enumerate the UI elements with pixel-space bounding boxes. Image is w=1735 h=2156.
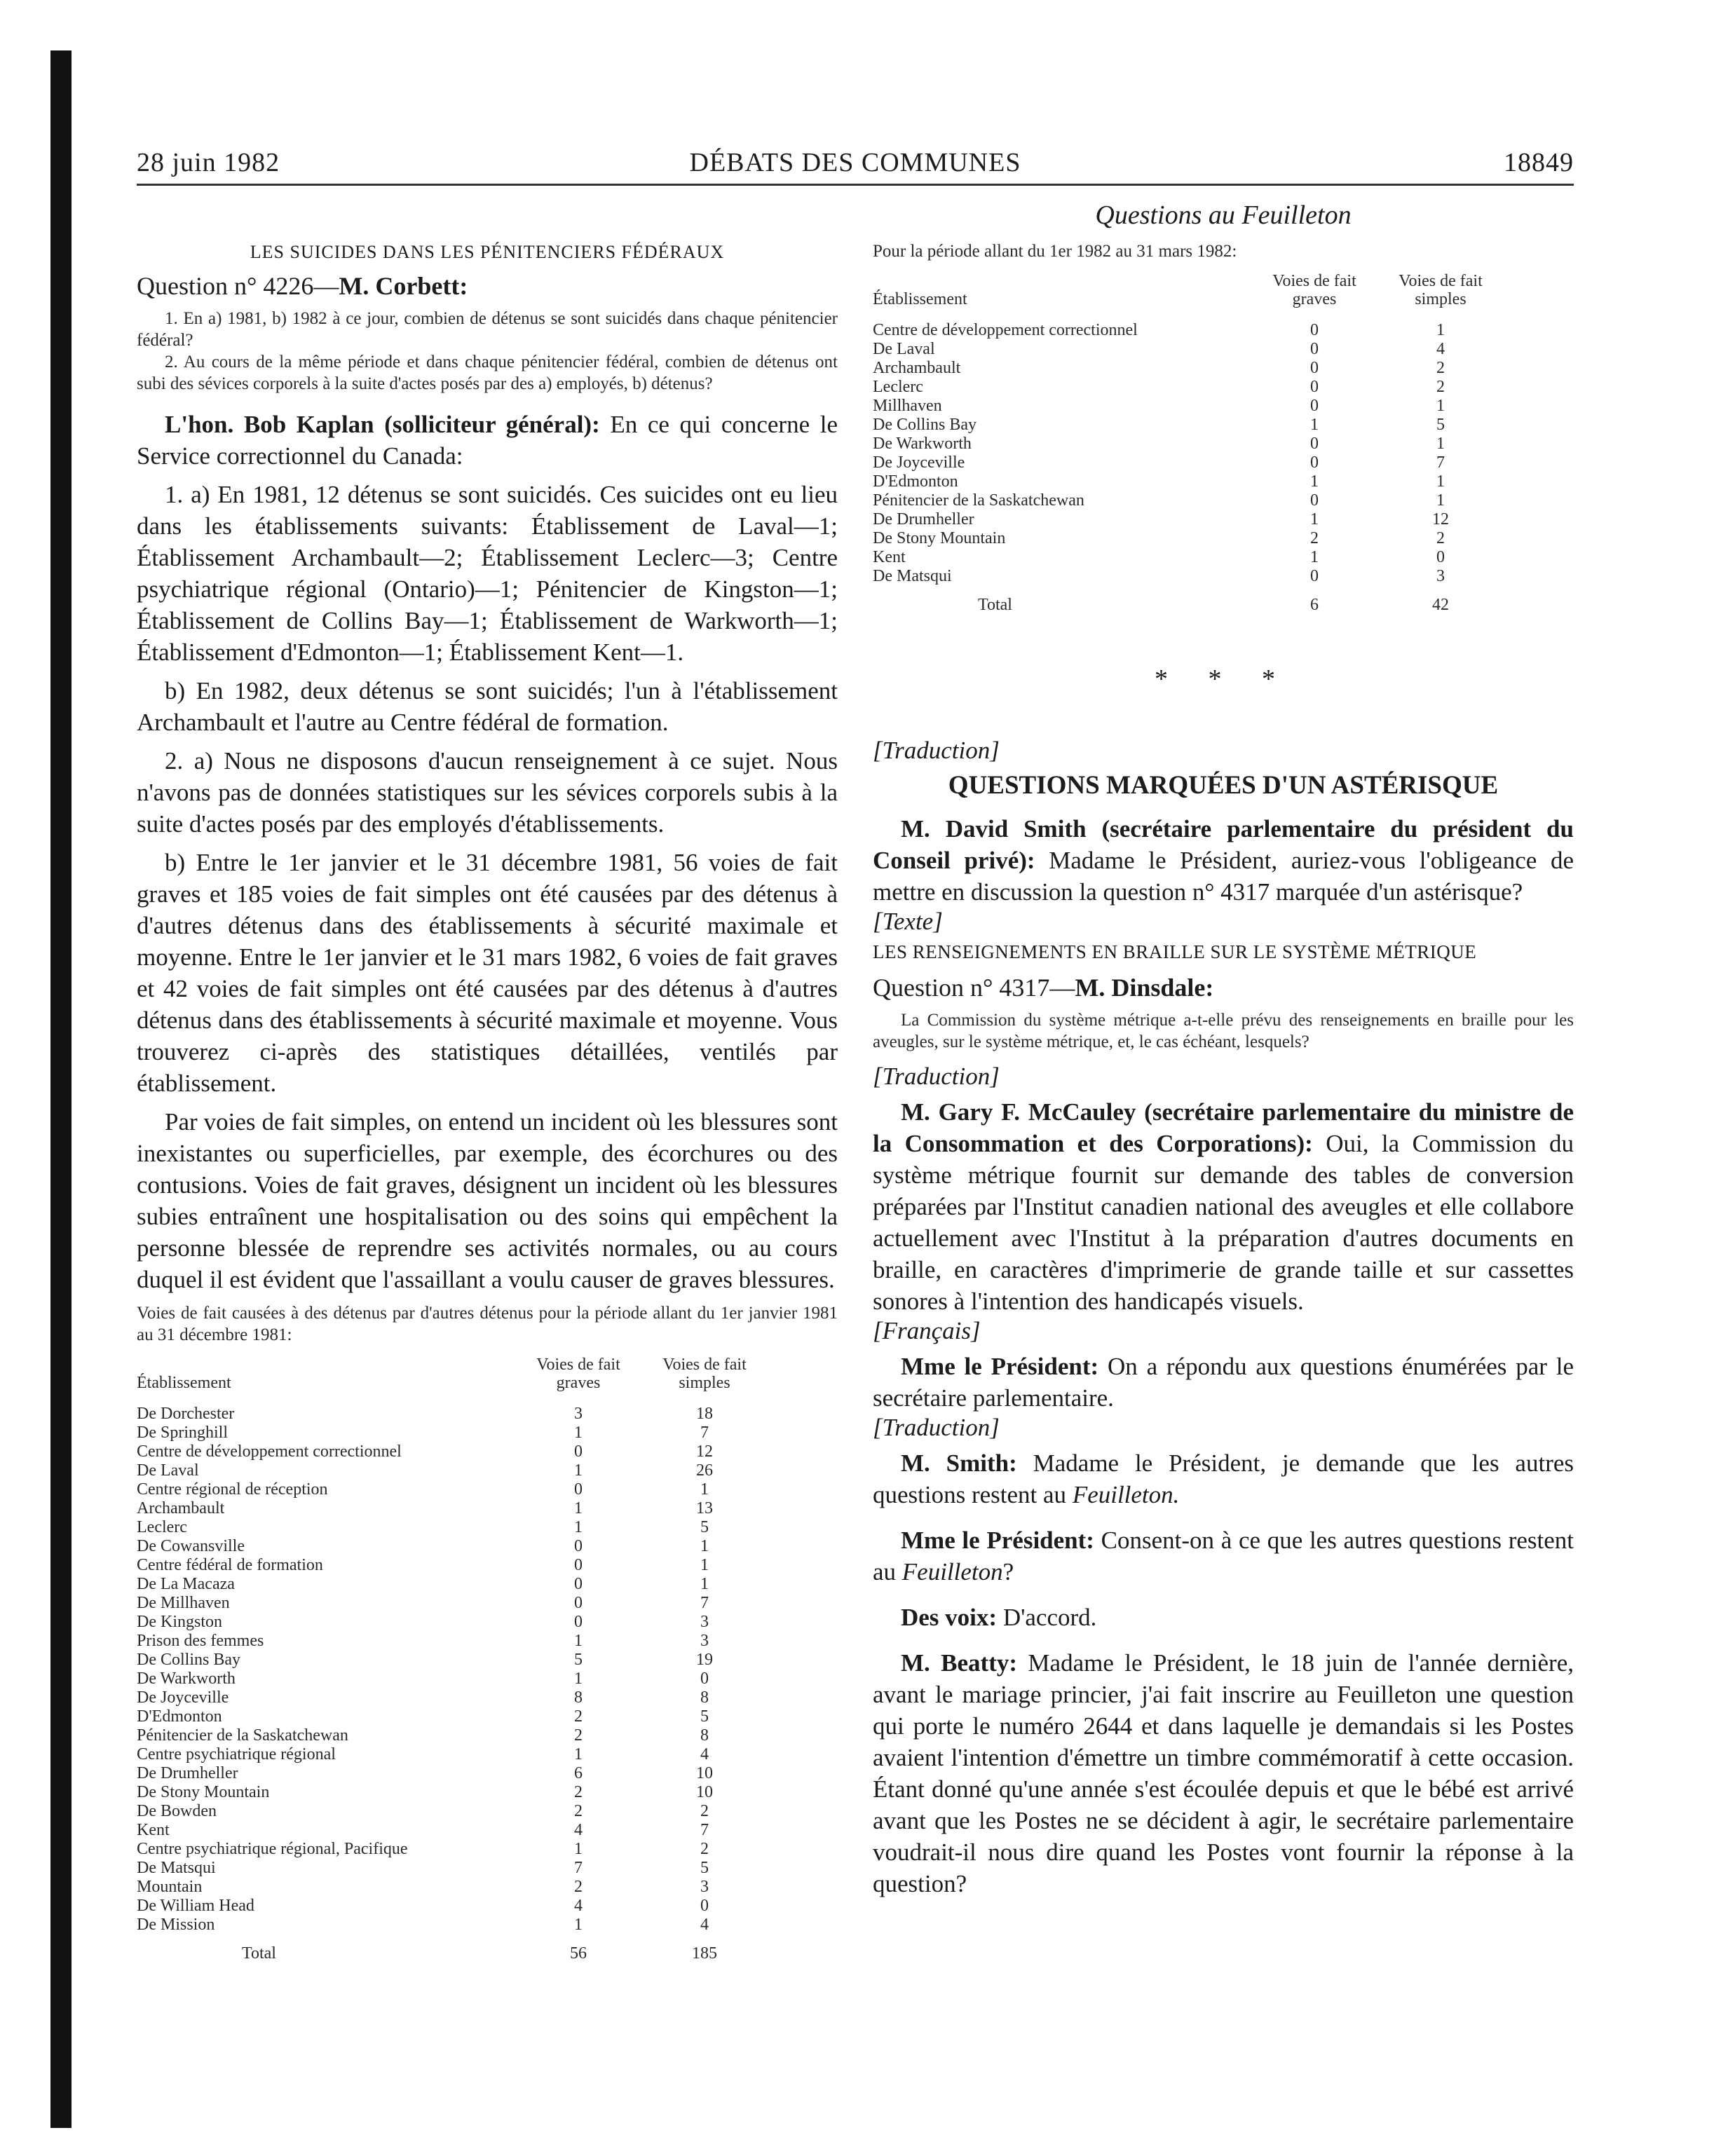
- cell-establishment: De Stony Mountain: [873, 529, 1006, 547]
- cell-establishment: De Laval: [873, 340, 935, 358]
- table-row: [137, 1840, 768, 1859]
- question-author: M. Dinsdale:: [1075, 974, 1214, 1002]
- cell-establishment: De Millhaven: [137, 1594, 230, 1612]
- table-row: [137, 1764, 768, 1783]
- table-row: [873, 529, 1504, 548]
- cell-establishment: Millhaven: [873, 397, 942, 415]
- cell-establishment: De Springhill: [137, 1424, 228, 1442]
- answer-paragraph: Par voies de fait simples, on entend un incident où les blessures sont inexistantes ou superficielles, par exemple, des écorchures ou des contusions. Voies de fait graves, désignent un incident où les blessures subies entraînent une hospitalisation ou des soins qui empêchent la personne blessée de reprendre ses activités normales, ou au cours duquel il est évident que l'assaillant a voulu causer de graves blessures.: [137, 1108, 838, 1293]
- cell-establishment: D'Edmonton: [137, 1707, 222, 1726]
- cell-establishment: De Warkworth: [137, 1670, 236, 1688]
- table-row: [137, 1745, 768, 1764]
- table-row: [137, 1726, 768, 1745]
- cell-graves: 2: [574, 1726, 583, 1745]
- table-row: [137, 1783, 768, 1802]
- cell-establishment: De Cowansville: [137, 1537, 245, 1555]
- cell-establishment: Kent: [137, 1821, 170, 1839]
- cell-simples: 3: [700, 1632, 709, 1650]
- col-header-simples: Voies de fait simples: [662, 1356, 747, 1392]
- cell-simples: 4: [700, 1916, 709, 1934]
- assault-table-1982: [873, 272, 1504, 615]
- table-row: [137, 1878, 768, 1897]
- cell-establishment: De Laval: [137, 1461, 199, 1480]
- speech-paragraph: M. David Smith (secrétaire parlementaire du président du Conseil privé): Madame le Président, auriez-vous l'obligeance de mettre en discussion la question n° 4317 marquée d'un astérisque?: [873, 815, 1574, 906]
- table-row: [873, 416, 1504, 435]
- cell-graves: 1: [574, 1670, 583, 1688]
- cell-establishment: Leclerc: [873, 378, 923, 396]
- speaker-name: Des voix:: [901, 1604, 998, 1631]
- table-row: [873, 435, 1504, 453]
- cell-establishment: Pénitencier de la Saskatchewan: [873, 491, 1084, 510]
- table-row: [137, 1442, 768, 1461]
- cell-simples: 2: [1436, 359, 1445, 377]
- question-part-1: 1. En a) 1981, b) 1982 à ce jour, combien de détenus se sont suicidés dans chaque pénitencier fédéral?: [137, 309, 838, 350]
- table-row: [873, 397, 1504, 416]
- cell-simples: 1: [700, 1537, 709, 1555]
- cell-simples: 3: [700, 1878, 709, 1896]
- cell-establishment: De Drumheller: [137, 1764, 238, 1782]
- question-line: [873, 973, 1574, 1002]
- cell-establishment: De Bowden: [137, 1802, 217, 1820]
- cell-simples: 2: [1436, 529, 1445, 547]
- question-line: [137, 271, 838, 301]
- cell-establishment: De William Head: [137, 1897, 254, 1915]
- cell-establishment: Centre psychiatrique régional, Pacifique: [137, 1840, 408, 1858]
- rubric-label: [Texte]: [873, 908, 943, 935]
- cell-graves: 5: [574, 1651, 583, 1669]
- table-row: [137, 1405, 768, 1424]
- rubric-label: [Traduction]: [873, 737, 1000, 764]
- cell-graves: 7: [574, 1859, 583, 1877]
- table-row: [137, 1651, 768, 1670]
- header-title: DÉBATS DES COMMUNES: [689, 148, 1021, 177]
- speech-paragraph: Mme le Président: On a répondu aux questions énumérées par le secrétaire parlementaire.: [873, 1353, 1574, 1412]
- speaker-name: Mme le Président:: [901, 1527, 1094, 1554]
- cell-graves: 0: [574, 1442, 583, 1461]
- cell-simples: 0: [1436, 548, 1445, 566]
- cell-graves: 0: [1310, 397, 1319, 415]
- cell-simples: 13: [696, 1499, 713, 1517]
- speech-paragraph: M. Gary F. McCauley (secrétaire parlementaire du ministre de la Consommation et des Corporations): Oui, la Commission du système métrique fournit sur demande des tables de conversion préparées par l'Institut canadien national des aveugles et elle collabore actuellement avec l'Institut à la préparation d'autres documents en braille, en caractères d'imprimerie de grande taille et sur cassettes sonores à l'intention des handicapés visuels.: [873, 1098, 1574, 1315]
- rubric-label: [Français]: [873, 1317, 981, 1344]
- cell-graves: 0: [574, 1575, 583, 1593]
- cell-graves: 0: [1310, 359, 1319, 377]
- scan-edge-bar: [50, 50, 72, 2128]
- cell-establishment: Leclerc: [137, 1518, 187, 1536]
- cell-establishment: De Collins Bay: [137, 1651, 240, 1669]
- cell-establishment: De Warkworth: [873, 435, 972, 453]
- cell-graves: 0: [574, 1480, 583, 1499]
- cell-graves: 1: [574, 1745, 583, 1763]
- cell-simples: 8: [700, 1688, 709, 1707]
- table-row: [137, 1594, 768, 1613]
- cell-simples: 2: [700, 1802, 709, 1820]
- cell-graves: 3: [574, 1405, 583, 1423]
- col-header-graves: Voies de fait graves: [536, 1356, 620, 1392]
- cell-establishment: Centre régional de réception: [137, 1480, 328, 1499]
- section-title: LES SUICIDES DANS LES PÉNITENCIERS FÉDÉRAUX: [250, 242, 725, 262]
- cell-simples: 4: [700, 1745, 709, 1763]
- total-label: Total: [978, 596, 1012, 614]
- cell-graves: 1: [574, 1424, 583, 1442]
- table-row: [137, 1499, 768, 1518]
- table-row: [137, 1537, 768, 1556]
- total-simples: 185: [692, 1944, 717, 1963]
- cell-simples: 0: [700, 1897, 709, 1915]
- cell-establishment: De La Macaza: [137, 1575, 235, 1593]
- speaker-name: M. Smith:: [901, 1449, 1017, 1477]
- cell-simples: 19: [696, 1651, 713, 1669]
- cell-simples: 5: [700, 1707, 709, 1726]
- speaker-name: M. Beatty:: [901, 1649, 1018, 1677]
- total-simples: 42: [1432, 596, 1449, 614]
- cell-simples: 18: [696, 1405, 713, 1423]
- col-header-graves: Voies de fait graves: [1272, 272, 1356, 308]
- cell-simples: 1: [1436, 435, 1445, 453]
- cell-establishment: D'Edmonton: [873, 472, 958, 491]
- table-row: [137, 1575, 768, 1594]
- question-number: Question n° 4317—: [873, 974, 1075, 1002]
- cell-simples: 3: [700, 1613, 709, 1631]
- cell-simples: 0: [700, 1670, 709, 1688]
- table-row: [137, 1518, 768, 1537]
- cell-establishment: De Collins Bay: [873, 416, 977, 434]
- page-header: [137, 147, 1574, 186]
- cell-graves: 1: [574, 1461, 583, 1480]
- rubric-label: [Traduction]: [873, 1063, 1000, 1090]
- table-row: [873, 340, 1504, 359]
- cell-simples: 2: [700, 1840, 709, 1858]
- speaker-name: M. David Smith (secrétaire parlementaire du président du Conseil privé):: [873, 815, 1574, 874]
- table-row: [873, 567, 1504, 586]
- cell-graves: 0: [1310, 491, 1319, 510]
- cell-establishment: De Dorchester: [137, 1405, 235, 1423]
- cell-simples: 3: [1436, 567, 1445, 585]
- total-graves: 56: [570, 1944, 587, 1963]
- speaker-name: L'hon. Bob Kaplan (solliciteur général):: [165, 411, 600, 438]
- col-header-name: Établissement: [873, 290, 967, 308]
- cell-graves: 6: [574, 1764, 583, 1782]
- cell-simples: 7: [1436, 453, 1445, 472]
- cell-establishment: Kent: [873, 548, 906, 566]
- cell-graves: 0: [1310, 435, 1319, 453]
- speech-paragraph: Des voix: D'accord.: [901, 1604, 1097, 1631]
- table-row: [137, 1707, 768, 1726]
- table-row: [137, 1480, 768, 1499]
- cell-establishment: Centre de développement correctionnel: [873, 321, 1138, 339]
- cell-simples: 26: [696, 1461, 713, 1480]
- cell-simples: 5: [1436, 416, 1445, 434]
- cell-graves: 1: [1310, 510, 1319, 528]
- cell-simples: 8: [700, 1726, 709, 1745]
- cell-graves: 1: [574, 1632, 583, 1650]
- cell-establishment: De Mission: [137, 1916, 215, 1934]
- cell-graves: 0: [1310, 340, 1319, 358]
- assault-table-1981: [137, 1356, 768, 1963]
- section-separator: * * *: [1155, 664, 1292, 694]
- col-header-name: Établissement: [137, 1374, 231, 1392]
- cell-graves: 1: [574, 1518, 583, 1536]
- cell-establishment: De Joyceville: [137, 1688, 229, 1707]
- table-caption: Voies de fait causées à des détenus par d'autres détenus pour la période allant du 1er janvier 1981 au 31 décembre 1981:: [137, 1304, 838, 1344]
- speaker-name: Mme le Président:: [901, 1353, 1099, 1380]
- cell-graves: 0: [1310, 378, 1319, 396]
- col-header-simples: Voies de fait simples: [1399, 272, 1483, 308]
- cell-establishment: Mountain: [137, 1878, 203, 1896]
- cell-establishment: Pénitencier de la Saskatchewan: [137, 1726, 348, 1745]
- table-caption: Pour la période allant du 1er 1982 au 31 mars 1982:: [873, 242, 1237, 261]
- cell-simples: 1: [700, 1556, 709, 1574]
- question-part-2: 2. Au cours de la même période et dans chaque pénitencier fédéral, combien de détenus ont subi des sévices corporels à la suite d'actes posés par des a) employés, b) détenus?: [137, 353, 838, 393]
- speech-paragraph: M. Smith: Madame le Président, je demande que les autres questions restent au Feuilleton.: [873, 1449, 1574, 1508]
- cell-establishment: Centre fédéral de formation: [137, 1556, 323, 1574]
- left-column: [137, 200, 838, 1963]
- table-row: [873, 453, 1504, 472]
- cell-graves: 0: [574, 1594, 583, 1612]
- question-author: M. Corbett:: [339, 272, 468, 300]
- table-row: [137, 1632, 768, 1651]
- cell-graves: 2: [574, 1707, 583, 1726]
- cell-graves: 1: [1310, 472, 1319, 491]
- cell-graves: 1: [1310, 548, 1319, 566]
- answer-paragraph: 2. a) Nous ne disposons d'aucun renseignement à ce sujet. Nous n'avons pas de données statistiques sur les sévices corporels subis à la suite d'actes posés par des employés d'établissements.: [137, 747, 838, 838]
- table-row: [873, 321, 1504, 340]
- total-label: Total: [242, 1944, 276, 1963]
- cell-establishment: De Stony Mountain: [137, 1783, 270, 1801]
- answer-intro: L'hon. Bob Kaplan (solliciteur général): En ce qui concerne le Service correctionnel du Canada:: [137, 411, 838, 470]
- answer-paragraph: b) En 1982, deux détenus se sont suicidés; l'un à l'établissement Archambault et l'autre au Centre fédéral de formation.: [137, 677, 838, 736]
- cell-establishment: De Kingston: [137, 1613, 222, 1631]
- question-text: La Commission du système métrique a-t-elle prévu des renseignements en braille pour les aveugles, sur le système métrique, et, le cas échéant, lesquels?: [873, 1011, 1574, 1051]
- cell-graves: 2: [574, 1802, 583, 1820]
- cell-graves: 4: [574, 1821, 583, 1839]
- cell-simples: 1: [1436, 397, 1445, 415]
- cell-simples: 1: [700, 1575, 709, 1593]
- table-row: [137, 1916, 768, 1935]
- table-row: [873, 510, 1504, 529]
- cell-simples: 5: [700, 1859, 709, 1877]
- section-heading: QUESTIONS MARQUÉES D'UN ASTÉRISQUE: [948, 771, 1499, 800]
- table-row: [873, 548, 1504, 567]
- cell-simples: 12: [1432, 510, 1449, 528]
- cell-graves: 1: [1310, 416, 1319, 434]
- section-title: Questions au Feuilleton: [1095, 200, 1352, 230]
- cell-simples: 1: [1436, 472, 1445, 491]
- table-row: [137, 1556, 768, 1575]
- table-row: [873, 359, 1504, 378]
- cell-simples: 1: [1436, 491, 1445, 510]
- cell-simples: 1: [1436, 321, 1445, 339]
- cell-graves: 8: [574, 1688, 583, 1707]
- cell-establishment: Centre de développement correctionnel: [137, 1442, 402, 1461]
- table-row: [137, 1821, 768, 1840]
- cell-graves: 4: [574, 1897, 583, 1915]
- cell-graves: 0: [574, 1556, 583, 1574]
- speaker-name: M. Gary F. McCauley (secrétaire parlementaire du ministre de la Consommation et des Corporations):: [873, 1098, 1574, 1157]
- cell-simples: 7: [700, 1594, 709, 1612]
- table-row: [137, 1802, 768, 1821]
- cell-graves: 1: [574, 1840, 583, 1858]
- cell-graves: 0: [1310, 567, 1319, 585]
- speech-paragraph: Mme le Président: Consent-on à ce que les autres questions restent au Feuilleton?: [873, 1527, 1574, 1585]
- cell-establishment: Archambault: [873, 359, 961, 377]
- table-row: [137, 1424, 768, 1442]
- cell-graves: 2: [1310, 529, 1319, 547]
- cell-graves: 0: [574, 1613, 583, 1631]
- cell-simples: 12: [696, 1442, 713, 1461]
- cell-graves: 1: [574, 1916, 583, 1934]
- right-column: [873, 200, 1574, 1899]
- cell-graves: 2: [574, 1878, 583, 1896]
- table-row: [137, 1859, 768, 1878]
- cell-establishment: Prison des femmes: [137, 1632, 264, 1650]
- table-row: [137, 1897, 768, 1916]
- header-date: 28 juin 1982: [137, 148, 280, 177]
- cell-graves: 1: [574, 1499, 583, 1517]
- header-page-number: 18849: [1504, 148, 1574, 177]
- cell-simples: 10: [696, 1783, 713, 1801]
- cell-simples: 4: [1436, 340, 1445, 358]
- cell-simples: 1: [700, 1480, 709, 1499]
- cell-simples: 5: [700, 1518, 709, 1536]
- table-row: [137, 1461, 768, 1480]
- cell-simples: 10: [696, 1764, 713, 1782]
- rubric-label: [Traduction]: [873, 1414, 1000, 1441]
- table-row: [873, 378, 1504, 397]
- cell-simples: 7: [700, 1821, 709, 1839]
- cell-establishment: Centre psychiatrique régional: [137, 1745, 336, 1763]
- total-graves: 6: [1310, 596, 1319, 614]
- cell-establishment: De Joyceville: [873, 453, 965, 472]
- table-row: [137, 1613, 768, 1632]
- subsection-heading: LES RENSEIGNEMENTS EN BRAILLE SUR LE SYSTÈME MÉTRIQUE: [873, 941, 1477, 962]
- cell-simples: 7: [700, 1424, 709, 1442]
- cell-establishment: De Matsqui: [873, 567, 952, 585]
- cell-establishment: Archambault: [137, 1499, 225, 1517]
- answer-paragraph: 1. a) En 1981, 12 détenus se sont suicidés. Ces suicides ont eu lieu dans les établissements suivants: Établissement de Laval—1; Établissement Archambault—2; Établissement Leclerc—3; Centre psychiatrique régional (Ontario)—1; Pénitencier de Kingston—1; Établissement de Collins Bay—1; Établissement de Warkworth—1; Établissement d'Edmonton—1; Établissement Kent—1.: [137, 481, 838, 666]
- cell-simples: 2: [1436, 378, 1445, 396]
- cell-graves: 0: [574, 1537, 583, 1555]
- table-row: [873, 472, 1504, 491]
- cell-graves: 0: [1310, 321, 1319, 339]
- question-number: Question n° 4226—: [137, 272, 339, 300]
- cell-graves: 2: [574, 1783, 583, 1801]
- answer-paragraph: b) Entre le 1er janvier et le 31 décembre 1981, 56 voies de fait graves et 185 voies de fait simples ont été causées par des détenus à d'autres détenus dans des établissements à sécurité maximale et moyenne. Entre le 1er janvier et le 31 mars 1982, 6 voies de fait graves et 42 voies de fait simples ont été causées par des détenus à d'autres détenus dans des établissements à sécurité maximale et moyenne. Vous trouverez ci-après des statistiques détaillées, ventilés par établissement.: [137, 849, 838, 1097]
- table-row: [137, 1688, 768, 1707]
- table-row: [873, 491, 1504, 510]
- cell-establishment: De Drumheller: [873, 510, 974, 528]
- speech-paragraph: M. Beatty: Madame le Président, le 18 juin de l'année dernière, avant le mariage princier, j'ai fait inscrire au Feuilleton une question qui porte le numéro 2644 et dans laquelle je demandais si les Postes avaient l'intention d'émettre un timbre commémoratif à cette occasion. Étant donné qu'une année s'est écoulée depuis et que le bébé est arrivé avant que les Postes ne se décident à agir, le secrétaire parlementaire voudrait-il nous dire quand les Postes vont fournir la réponse à la question?: [873, 1649, 1574, 1897]
- table-row: [137, 1670, 768, 1688]
- cell-establishment: De Matsqui: [137, 1859, 216, 1877]
- cell-graves: 0: [1310, 453, 1319, 472]
